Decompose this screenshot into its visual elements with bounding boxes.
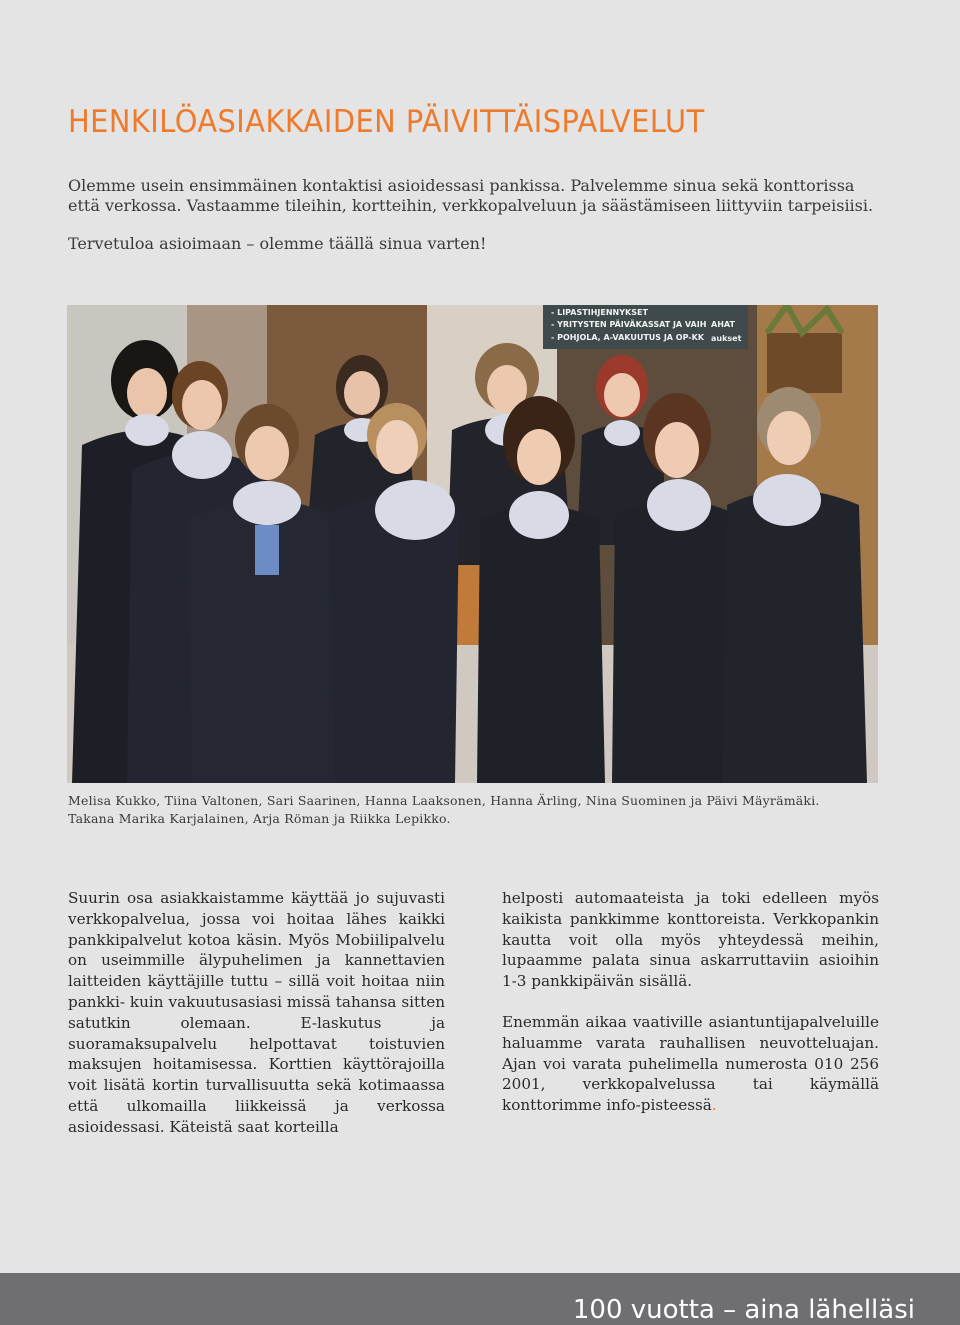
sign-text: - YRITYSTEN PÄIVÄKASSAT JA VAIH — [551, 320, 707, 329]
footer-band — [0, 1273, 960, 1325]
caption-line: Takana Marika Karjalainen, Arja Röman ja Riikka Lepikko. — [68, 811, 451, 826]
photo-caption — [68, 792, 888, 828]
intro-paragraph: Olemme usein ensimmäinen kontaktisi asioidessasi pankissa. Palvelemme sinua sekä konttorissa että verkossa. Vastaamme tileihin, kortteihin, verkkopalveluun ja säästämiseen liittyviin tarpeisiisi. — [68, 176, 874, 215]
body-paragraph — [502, 1012, 879, 1116]
intro-text — [68, 176, 888, 254]
sign-text: aukset — [711, 334, 742, 343]
welcome-line: Tervetuloa asioimaan – olemme täällä sinua varten! — [68, 234, 487, 253]
page-title: HENKILÖASIAKKAIDEN PÄIVITTÄISPALVELUT — [68, 104, 705, 140]
body-paragraph-text: Enemmän aikaa vaativille asiantuntijapalveluille haluamme varata rauhallisen neuvotteluajan. Ajan voi varata puhelimella numerosta 010 256 2001, verkkopalvelussa tai käymällä konttorimme info-pisteessä — [502, 1012, 879, 1115]
body-column-right — [502, 888, 879, 1116]
caption-line: Melisa Kukko, Tiina Valtonen, Sari Saarinen, Hanna Laaksonen, Hanna Ärling, Nina Suominen ja Päivi Mäyrämäki. — [68, 793, 820, 808]
sign-text: - POHJOLA, A-VAKUUTUS JA OP-KK — [551, 333, 705, 342]
staff-group-photo — [67, 305, 878, 783]
body-column-left — [68, 888, 445, 1138]
body-paragraph: helposti automaateista ja toki edelleen myös kaikista pankkimme konttoreista. Verkkopankin kautta voit olla myös yhteydessä meihin, lupaamme palata sinua askarruttaviin asioihin 1-3 pankkipäivän sisällä. — [502, 889, 879, 991]
footer-tagline: 100 vuotta – aina lähelläsi — [572, 1295, 915, 1325]
body-paragraph: Suurin osa asiakkaistamme käyttää jo sujuvasti verkkopalvelua, jossa voi hoitaa lähes kaikki pankkipalvelut kotoa käsin. Myös Mobiilipalvelu on useimmille älypuhelimen ja kannettavien laitteiden käyttäjille tuttu – sillä voit hoitaa niin pankki- kuin vakuutusasiasi missä tahansa sitten satutkin olemaan. E-laskutus ja suoramaksupalvelu helpottavat toistuvien maksujen hoitamisessa. Korttien käyttörajoilla voit lisätä kortin turvallisuutta sekä kotimaassa että ulkomailla liikkeissä ja verkossa asioidessasi. Käteistä saat korteilla — [68, 889, 445, 1136]
sign-text: - LIPASTIHJENNYKSET — [551, 308, 648, 317]
sign-text: AHAT — [711, 320, 735, 329]
orange-period: . — [711, 1096, 717, 1115]
